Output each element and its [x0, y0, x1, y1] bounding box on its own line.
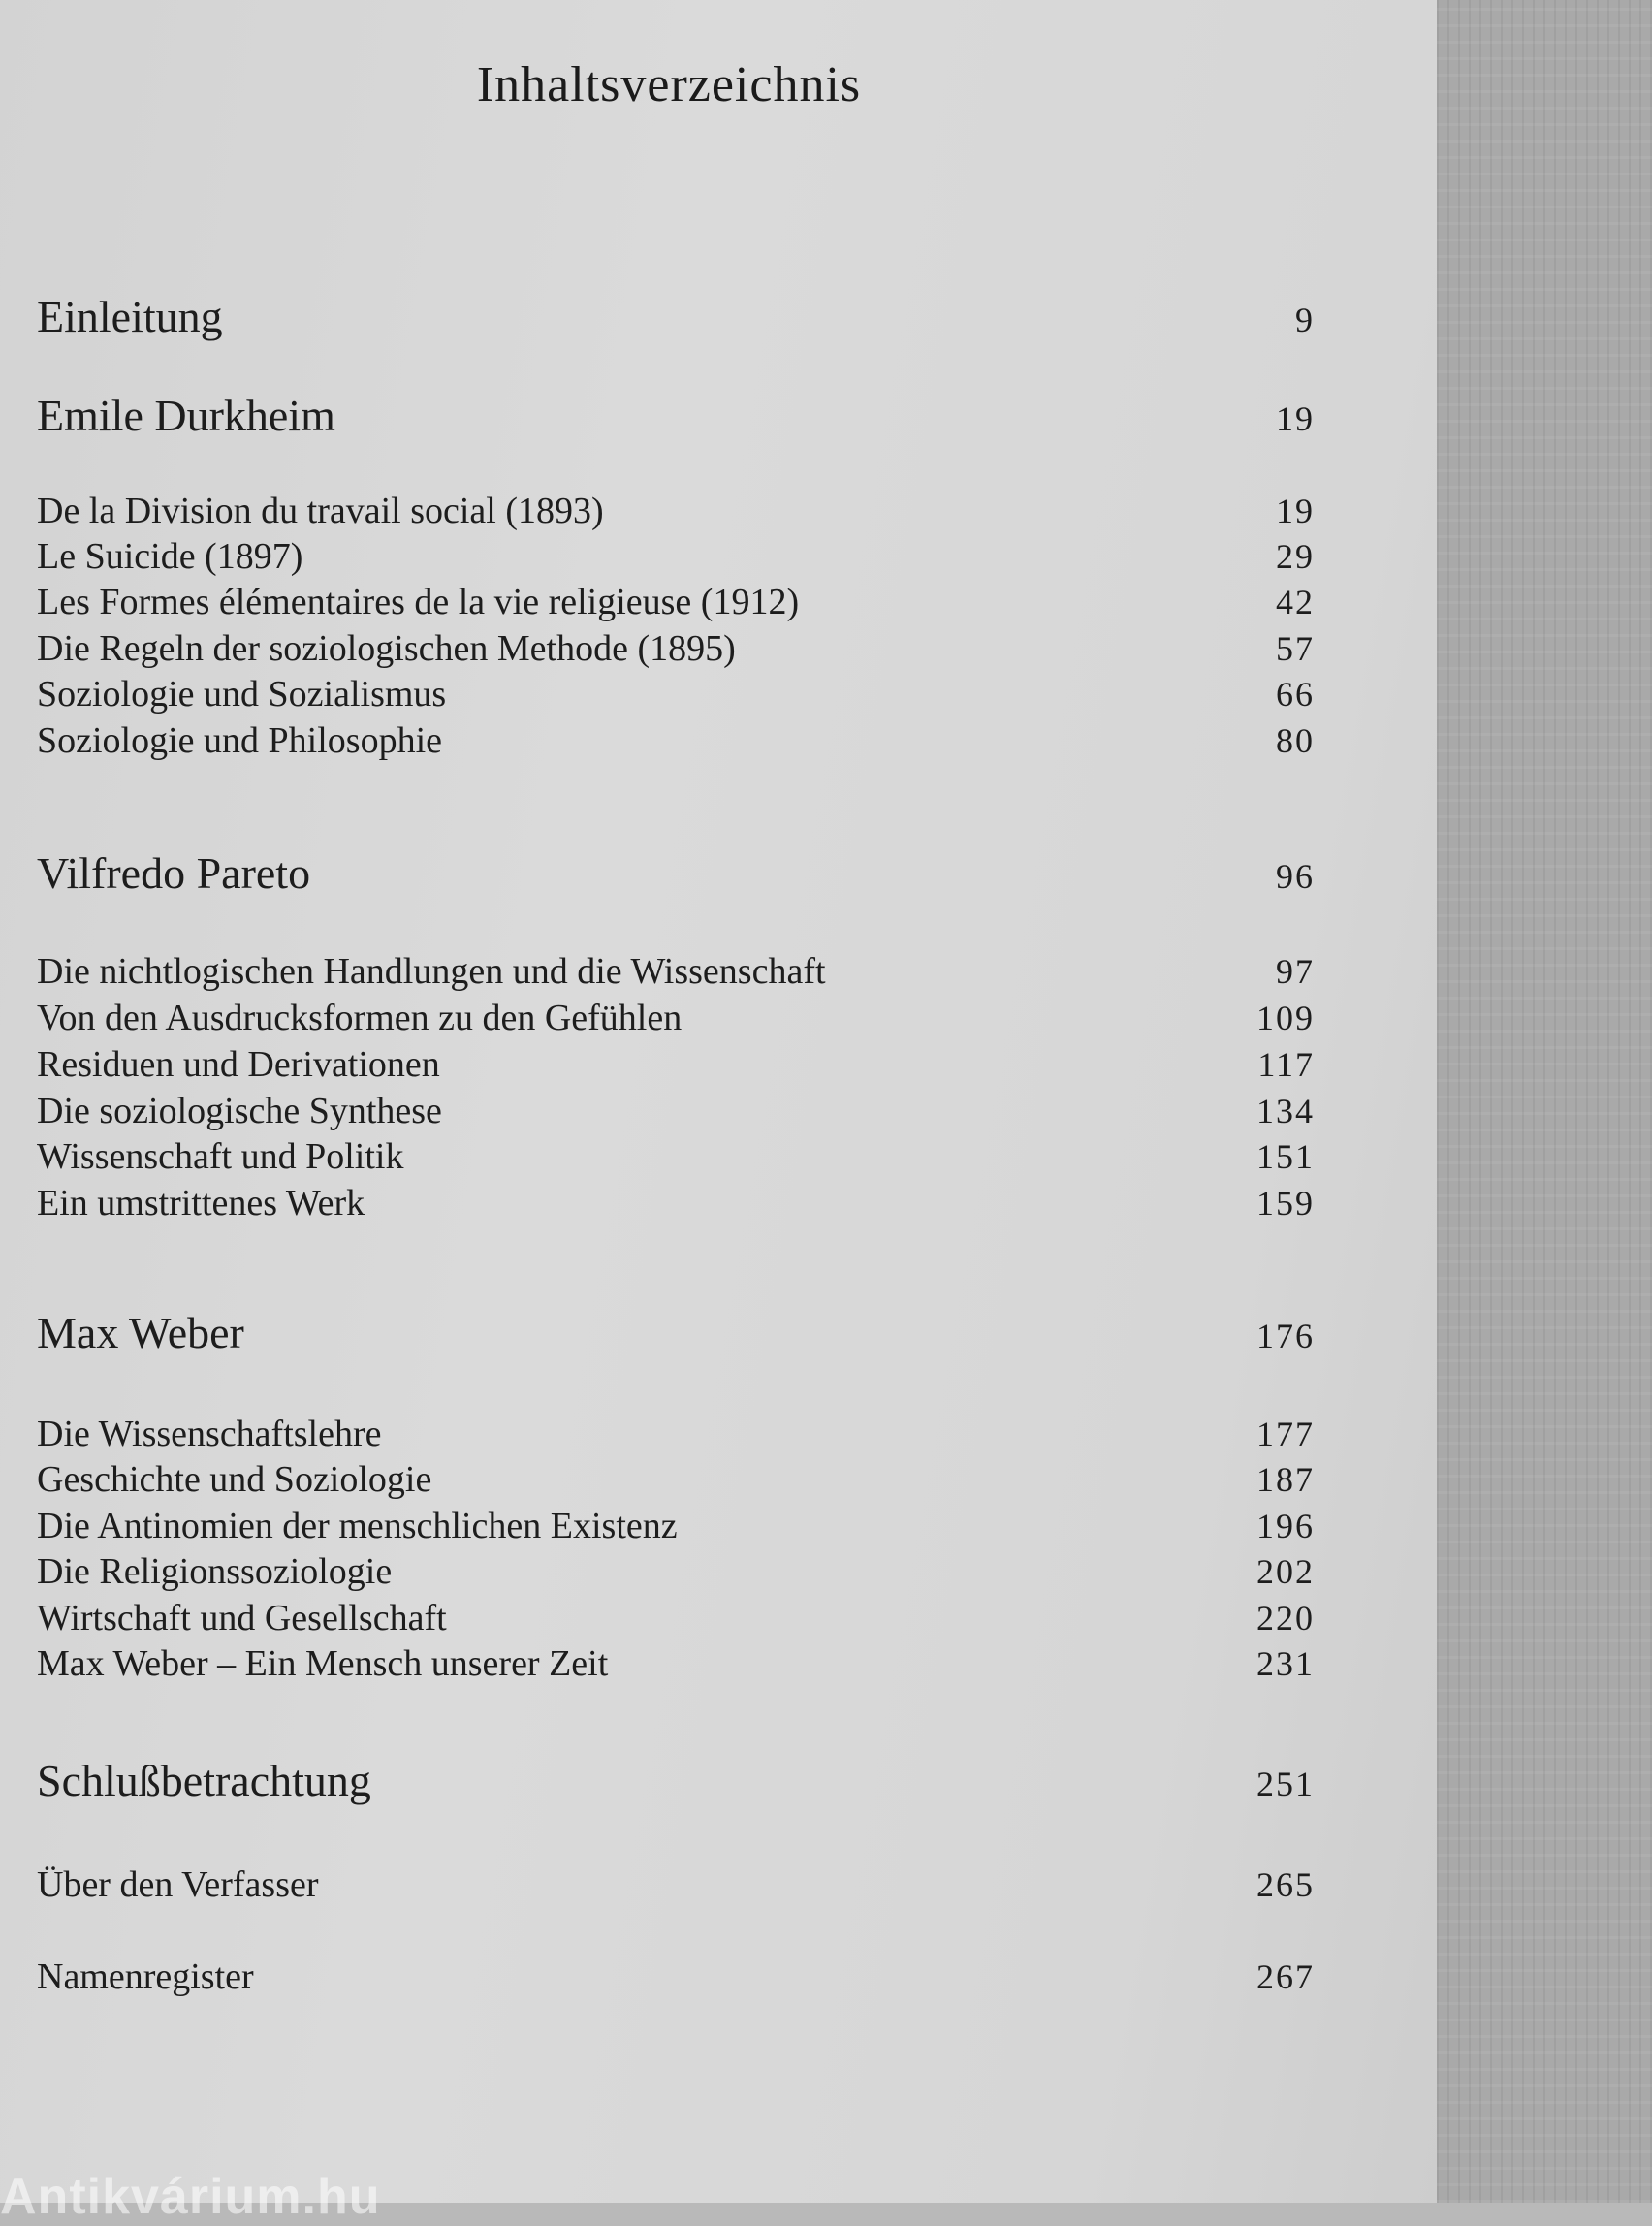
- toc-entry-label: Geschichte und Soziologie: [37, 1459, 432, 1500]
- toc-entry-page: 66: [1276, 675, 1315, 714]
- toc-entry-schlussbetrachtung: [37, 1755, 1315, 1806]
- toc-entry-label: Max Weber: [37, 1308, 244, 1357]
- toc-entry: [37, 997, 1315, 1039]
- toc-entry-page: 57: [1276, 629, 1315, 668]
- toc-entry-label: Les Formes élémentaires de la vie religieuse (1912): [37, 582, 800, 622]
- toc-entry-page: 151: [1256, 1137, 1315, 1176]
- toc-entry: [37, 1413, 1315, 1455]
- toc-entry-page: 231: [1256, 1644, 1315, 1683]
- toc-entry: [37, 1043, 1315, 1086]
- toc-entry-label: Von den Ausdrucksformen zu den Gefühlen: [37, 998, 683, 1038]
- toc-entry: [37, 1505, 1315, 1547]
- toc-entry-einleitung: [37, 291, 1315, 342]
- toc-entry-page: 134: [1256, 1092, 1315, 1130]
- toc-entry-page: 267: [1256, 1957, 1315, 1996]
- toc-entry-page: 251: [1256, 1765, 1315, 1803]
- toc-entry-label: Le Suicide (1897): [37, 536, 303, 577]
- toc-entry: [37, 1642, 1315, 1685]
- toc-entry-label: Wissenschaft und Politik: [37, 1136, 404, 1177]
- toc-entry-weber: [37, 1307, 1315, 1358]
- toc-entry-page: 220: [1256, 1599, 1315, 1638]
- toc-entry: [37, 1135, 1315, 1178]
- toc-entry: [37, 950, 1315, 993]
- toc-entry-label: Die Regeln der soziologischen Methode (1895): [37, 628, 736, 669]
- toc-entry-label: Über den Verfasser: [37, 1864, 319, 1905]
- toc-entry-page: 29: [1276, 537, 1315, 576]
- toc-entry-page: 96: [1276, 857, 1315, 896]
- toc-entry: [37, 1458, 1315, 1501]
- toc-entry-label: Emile Durkheim: [37, 391, 335, 440]
- toc-entry-label: Namenregister: [37, 1956, 254, 1997]
- toc-entry-label: Ein umstrittenes Werk: [37, 1183, 365, 1224]
- toc-entry-label: Die Wissenschaftslehre: [37, 1414, 382, 1454]
- toc-entry-label: Die soziologische Synthese: [37, 1091, 442, 1131]
- toc-entry-label: Schlußbetrachtung: [37, 1756, 371, 1805]
- toc-entry-page: 202: [1256, 1552, 1315, 1591]
- toc-entry-label: Soziologie und Philosophie: [37, 720, 442, 761]
- toc-entry-page: 42: [1276, 583, 1315, 621]
- toc-entry-page: 117: [1257, 1045, 1315, 1084]
- toc-entry-page: 19: [1276, 492, 1315, 530]
- toc-entry-page: 187: [1256, 1460, 1315, 1499]
- toc-entry-page: 97: [1276, 952, 1315, 991]
- toc-entry: [37, 1090, 1315, 1132]
- toc-entry-label: Soziologie und Sozialismus: [37, 674, 447, 715]
- background-surface: [1437, 0, 1652, 2203]
- toc-entry: [37, 627, 1315, 670]
- toc-entry: [37, 1597, 1315, 1639]
- toc-entry-label: Einleitung: [37, 292, 223, 341]
- toc-entry-label: Vilfredo Pareto: [37, 848, 311, 898]
- page-title: Inhaltsverzeichnis: [476, 57, 862, 112]
- toc-entry-verfasser: [37, 1863, 1315, 1906]
- toc-entry: [37, 719, 1315, 762]
- toc-entry-label: De la Division du travail social (1893): [37, 491, 604, 531]
- toc-entry: [37, 490, 1315, 532]
- toc-entry-page: 196: [1256, 1507, 1315, 1545]
- toc-entry-page: 159: [1256, 1184, 1315, 1223]
- toc-entry-page: 9: [1295, 301, 1315, 339]
- toc-entry: [37, 1182, 1315, 1224]
- toc-entry-durkheim: [37, 390, 1315, 441]
- toc-entry: [37, 673, 1315, 716]
- toc-entry: [37, 1550, 1315, 1593]
- toc-entry-label: Die nichtlogischen Handlungen und die Wissenschaft: [37, 951, 826, 992]
- toc-entry: [37, 535, 1315, 578]
- toc-entry-label: Residuen und Derivationen: [37, 1044, 440, 1085]
- toc-entry-label: Die Antinomien der menschlichen Existenz: [37, 1506, 678, 1546]
- toc-entry-label: Max Weber – Ein Mensch unserer Zeit: [37, 1643, 609, 1684]
- toc-entry-namenregister: [37, 1956, 1315, 1998]
- toc-entry: [37, 581, 1315, 623]
- toc-entry-pareto: [37, 847, 1315, 899]
- toc-entry-label: Wirtschaft und Gesellschaft: [37, 1598, 447, 1638]
- toc-entry-page: 19: [1276, 399, 1315, 438]
- watermark: Antikvárium.hu: [0, 2169, 381, 2225]
- toc-entry-page: 176: [1256, 1317, 1315, 1355]
- toc-entry-page: 265: [1256, 1865, 1315, 1904]
- toc-entry-page: 177: [1256, 1415, 1315, 1453]
- toc-entry-page: 80: [1276, 721, 1315, 760]
- toc-entry-page: 109: [1256, 999, 1315, 1037]
- toc-entry-label: Die Religionssoziologie: [37, 1551, 393, 1592]
